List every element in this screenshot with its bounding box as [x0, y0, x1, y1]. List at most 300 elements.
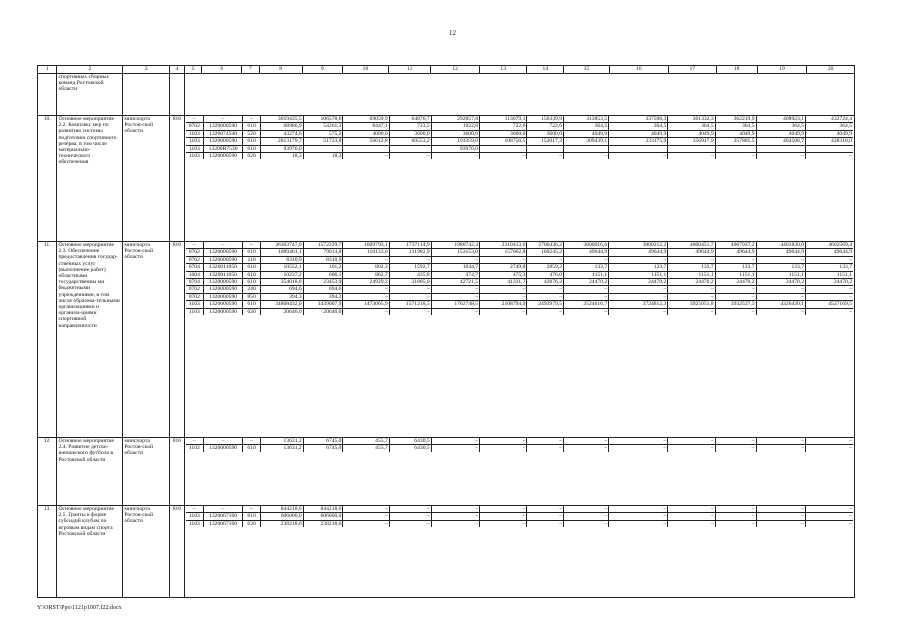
yearly-amount: 24470,2: [756, 278, 805, 285]
yearly-amount: [668, 145, 715, 152]
yearly-amount: –: [431, 445, 479, 452]
yearly-amount: 364,5: [715, 123, 756, 130]
yearly-amount: 51723,8: [303, 138, 343, 145]
table-row: [38, 116, 855, 242]
yearly-amount: –: [609, 256, 668, 263]
yearly-amount: –: [564, 293, 609, 300]
yearly-amount: –: [480, 513, 527, 520]
yearly-amount: 131982,9: [389, 249, 431, 256]
target-article-code: 1320000590: [203, 138, 243, 145]
ministry-code: 816: [169, 116, 184, 242]
financing-lines: [184, 506, 854, 598]
yearly-amount: 4000451,7: [668, 242, 715, 249]
yearly-amount: –: [756, 286, 805, 293]
yearly-amount: 364,5: [756, 123, 805, 130]
yearly-amount: –: [806, 506, 853, 513]
yearly-amount: 4401830,0: [756, 242, 805, 249]
financing-line: [186, 123, 853, 130]
financing-line: [186, 242, 853, 249]
total-amount: 10237,2: [260, 271, 303, 278]
yearly-amount: 356917,9: [668, 138, 715, 145]
executor: минспорта Ростов-ской области: [123, 116, 169, 242]
total-amount: 694,6: [260, 286, 303, 293]
yearly-amount: –: [715, 438, 756, 445]
yearly-amount: 110133,0: [343, 249, 389, 256]
table-row: [38, 506, 855, 598]
yearly-amount: [527, 145, 564, 152]
expense-type-code: 610: [243, 145, 260, 152]
expense-type-code: 520: [243, 130, 260, 137]
yearly-amount: 862,7: [343, 271, 389, 278]
column-number-header: 17: [669, 66, 717, 74]
yearly-amount: 1922,8: [431, 123, 479, 130]
yearly-amount: –: [527, 293, 564, 300]
yearly-amount: –: [609, 506, 668, 513]
yearly-amount: 3600,0: [480, 130, 527, 137]
expense-type-code: 620: [243, 308, 260, 315]
yearly-amount: 474,7: [431, 271, 479, 278]
target-article-code: –: [203, 242, 243, 249]
yearly-amount: 364,5: [806, 123, 853, 130]
ministry-code: [169, 74, 184, 116]
yearly-amount: –: [756, 256, 805, 263]
yearly-amount: –: [480, 308, 527, 315]
total-amount: 238218,6: [260, 520, 303, 527]
column-number-header: 20: [807, 66, 855, 74]
yearly-amount: –: [343, 520, 389, 527]
yearly-amount: 475,3: [480, 271, 527, 278]
executor: минспорта Ростов-ской области: [123, 438, 169, 506]
yearly-amount: 24929,2: [343, 278, 389, 285]
yearly-amount: 106578,6: [303, 116, 343, 123]
yearly-amount: 6430,5: [389, 445, 431, 452]
section-code: –: [186, 116, 203, 123]
section-code: 1004: [186, 271, 203, 278]
yearly-amount: 404508,7: [756, 138, 805, 145]
column-number-header: 11: [389, 66, 431, 74]
target-article-code: –: [203, 506, 243, 513]
yearly-amount: 362219,9: [715, 116, 756, 123]
yearly-amount: 394,3: [303, 293, 343, 300]
total-amount: 394,3: [260, 293, 303, 300]
column-number-header: 10: [342, 66, 388, 74]
yearly-amount: –: [806, 445, 853, 452]
yearly-amount: 2108794,0: [480, 301, 527, 308]
total-amount: 68986,9: [260, 123, 303, 130]
total-amount: 36303747,0: [260, 242, 303, 249]
row-number: 13.: [38, 506, 57, 598]
financing-line: [186, 301, 853, 308]
row-number: 11.: [38, 242, 57, 438]
section-code: 1103: [188, 308, 200, 315]
yearly-amount: 723,5: [389, 123, 431, 130]
financing-line: [186, 445, 853, 452]
yearly-amount: 1151,1: [609, 271, 668, 278]
yearly-amount: –: [527, 438, 564, 445]
yearly-amount: –: [756, 445, 805, 452]
table-row: [38, 438, 855, 506]
yearly-amount: –: [609, 293, 668, 300]
ministry-code: 816: [169, 506, 184, 598]
expense-type-code: 810: [243, 513, 260, 520]
total-amount: 93976,0: [260, 145, 303, 152]
column-number-header: 1: [38, 66, 57, 74]
yearly-amount: 2700436,2: [527, 242, 564, 249]
yearly-amount: 64876,7: [389, 116, 431, 123]
yearly-amount: –: [756, 513, 805, 520]
yearly-amount: 24470,2: [564, 278, 609, 285]
yearly-amount: 1609793,1: [343, 242, 389, 249]
column-number-header: 2: [57, 66, 123, 74]
yearly-amount: 364,5: [609, 123, 668, 130]
yearly-amount: –: [668, 293, 715, 300]
total-amount: 354018,8: [260, 278, 303, 285]
yearly-amount: –: [343, 293, 389, 300]
yearly-amount: –: [389, 520, 431, 527]
row-number: [38, 74, 57, 116]
yearly-amount: 60553,2: [389, 138, 431, 145]
section-code: –: [186, 242, 203, 249]
yearly-amount: –: [668, 506, 715, 513]
yearly-amount: –: [480, 520, 527, 527]
yearly-amount: 18,3: [303, 152, 343, 159]
financing-line: [186, 264, 853, 271]
activity-name: Основное мероприятие 2.5. Гранты в форме субсидий клубам по игровым видам спорта Ростовской области: [57, 506, 123, 598]
yearly-amount: 2859,2: [527, 264, 564, 271]
yearly-amount: 2493979,5: [527, 301, 564, 308]
ministry-code: 816: [169, 438, 184, 506]
total-amount: 606000,0: [260, 513, 303, 520]
yearly-amount: –: [715, 256, 756, 263]
activity-name: спортивных сборных команд Ростовской области: [57, 74, 123, 116]
yearly-amount: –: [564, 438, 609, 445]
target-article-code: 1320000590: [203, 152, 243, 159]
column-number-header: 9: [302, 66, 342, 74]
yearly-amount: 1151,1: [715, 271, 756, 278]
yearly-amount: 4049,9: [715, 130, 756, 137]
yearly-amount: –: [715, 445, 756, 452]
section-code: 1103: [186, 513, 203, 520]
yearly-amount: –: [527, 286, 564, 293]
yearly-amount: –: [564, 445, 609, 452]
yearly-amount: 133,7: [564, 264, 609, 271]
yearly-amount: –: [715, 308, 756, 315]
yearly-amount: 1151,1: [806, 271, 853, 278]
yearly-amount: –: [806, 152, 853, 159]
yearly-amount: –: [431, 513, 479, 520]
column-number-header: 6: [202, 66, 242, 74]
yearly-amount: 2749,8: [480, 264, 527, 271]
financing-lines: [184, 438, 854, 506]
yearly-amount: –: [431, 438, 479, 445]
executor: минспорта Ростов-ской области: [123, 242, 169, 438]
yearly-amount: –: [668, 286, 715, 293]
yearly-amount: 1151,1: [668, 271, 715, 278]
column-number-header: 15: [564, 66, 609, 74]
yearly-amount: 31885,0: [389, 278, 431, 285]
column-number-header: 8: [259, 66, 302, 74]
yearly-amount: 49644,9: [668, 249, 715, 256]
column-number-header: 14: [527, 66, 564, 74]
expense-type-code: 610: [243, 123, 260, 130]
yearly-amount: –: [431, 256, 479, 263]
yearly-amount: 309439,1: [564, 138, 609, 145]
yearly-amount: –: [343, 513, 389, 520]
financing-line: [186, 438, 853, 445]
page-number: 12: [449, 29, 456, 37]
yearly-amount: –: [668, 513, 715, 520]
total-amount: 3019435,5: [260, 116, 303, 123]
section-code: 1102: [188, 445, 200, 452]
yearly-amount: 3925051,8: [668, 301, 715, 308]
column-number-header: 18: [716, 66, 757, 74]
target-article-code: 1320000590: [203, 445, 243, 452]
yearly-amount: 606000,0: [303, 513, 343, 520]
yearly-amount: –: [609, 308, 668, 315]
yearly-amount: 361332,3: [668, 116, 715, 123]
financing-lines: [184, 116, 854, 242]
yearly-amount: –: [715, 293, 756, 300]
section-code: 0702: [186, 249, 203, 256]
yearly-amount: –: [343, 506, 389, 513]
yearly-amount: –: [431, 520, 479, 527]
financing-line: [186, 293, 853, 300]
yearly-amount: 337590,3: [609, 116, 668, 123]
yearly-amount: –: [389, 256, 431, 263]
yearly-amount: –: [564, 256, 609, 263]
yearly-amount: 54261,3: [303, 123, 343, 130]
yearly-amount: –: [806, 513, 853, 520]
yearly-amount: –: [343, 308, 389, 315]
target-article-code: 1320000590: [203, 278, 243, 285]
yearly-amount: –: [480, 438, 527, 445]
yearly-amount: [303, 145, 343, 152]
yearly-amount: 157062,8: [480, 249, 527, 256]
yearly-amount: 4049,9: [756, 130, 805, 137]
yearly-amount: 133,7: [806, 264, 853, 271]
yearly-amount: –: [564, 506, 609, 513]
yearly-amount: 3600,0: [431, 130, 479, 137]
yearly-amount: 152017,3: [527, 138, 564, 145]
yearly-amount: 3600,0: [389, 130, 431, 137]
yearly-amount: 108756,5: [480, 138, 527, 145]
yearly-amount: 4049,9: [564, 130, 609, 137]
yearly-amount: –: [756, 506, 805, 513]
yearly-amount: –: [564, 286, 609, 293]
yearly-amount: 133,7: [609, 264, 668, 271]
yearly-amount: 1980742,4: [431, 242, 479, 249]
yearly-amount: 455,7: [343, 438, 389, 445]
yearly-amount: –: [668, 308, 715, 315]
column-number-header: 19: [757, 66, 807, 74]
yearly-amount: 4602569,4: [806, 242, 853, 249]
yearly-amount: 4326430,1: [756, 301, 805, 308]
financing-line: [186, 278, 853, 285]
yearly-amount: –: [715, 520, 756, 527]
yearly-amount: 49644,9: [715, 249, 756, 256]
yearly-amount: –: [564, 152, 609, 159]
expense-type-code: 630: [243, 520, 260, 527]
yearly-amount: 6745,0: [303, 445, 343, 452]
financing-line: [186, 286, 853, 293]
total-amount: 34808432,0: [260, 301, 303, 308]
yearly-amount: 156339,9: [527, 116, 564, 123]
yearly-amount: [609, 145, 668, 152]
column-number-header: 3: [123, 66, 169, 74]
yearly-amount: [756, 145, 805, 152]
target-article-code: 1320000590: [203, 293, 243, 300]
section-code: 1103: [186, 130, 203, 137]
yearly-amount: 432724,4: [806, 116, 853, 123]
yearly-amount: 3932537,3: [715, 301, 756, 308]
financing-lines: [184, 74, 854, 116]
yearly-amount: –: [431, 308, 479, 315]
total-amount: 20646,0: [260, 308, 303, 315]
total-amount: 844218,6: [260, 506, 303, 513]
expense-type-code: 610: [243, 264, 260, 271]
yearly-amount: [389, 145, 431, 152]
column-number-header: 7: [242, 66, 259, 74]
yearly-amount: –: [480, 286, 527, 293]
yearly-amount: –: [343, 256, 389, 263]
yearly-amount: –: [609, 286, 668, 293]
financing-line: [186, 513, 853, 520]
yearly-amount: –: [756, 520, 805, 527]
yearly-amount: 357805,5: [715, 138, 756, 145]
yearly-amount: –: [564, 513, 609, 520]
yearly-amount: 802,3: [343, 264, 389, 271]
yearly-amount: 79014,8: [303, 249, 343, 256]
yearly-amount: 4527169,5: [806, 301, 853, 308]
yearly-amount: –: [343, 152, 389, 159]
yearly-amount: –: [480, 152, 527, 159]
expense-type-code: 610: [243, 249, 260, 256]
yearly-amount: [715, 145, 756, 152]
yearly-amount: 56612,8: [343, 138, 389, 145]
budget-table: [37, 65, 855, 598]
yearly-amount: 364,5: [668, 123, 715, 130]
yearly-amount: –: [756, 438, 805, 445]
yearly-amount: 113079,1: [480, 116, 527, 123]
yearly-amount: 93976,0: [431, 145, 479, 152]
expense-type-code: 850: [243, 293, 260, 300]
target-article-code: 1320067100: [203, 513, 243, 520]
financing-line: [186, 256, 853, 263]
yearly-amount: –: [431, 506, 479, 513]
expense-type-code: 610: [243, 278, 260, 285]
yearly-amount: [480, 145, 527, 152]
yearly-amount: 49644,9: [806, 249, 853, 256]
yearly-amount: –: [609, 438, 668, 445]
yearly-amount: 160245,2: [527, 249, 564, 256]
expense-type-code: 240: [243, 286, 260, 293]
yearly-amount: 20646,0: [303, 308, 343, 315]
yearly-amount: 4049,9: [609, 130, 668, 137]
yearly-amount: –: [480, 445, 527, 452]
section-code: 1103: [186, 145, 203, 152]
yearly-amount: 364,5: [564, 123, 609, 130]
target-article-code: 1320067100: [203, 520, 243, 527]
yearly-amount: 722,6: [527, 123, 564, 130]
yearly-amount: –: [480, 256, 527, 263]
yearly-amount: –: [480, 506, 527, 513]
target-article-code: –: [203, 116, 243, 123]
yearly-amount: 153153,0: [431, 249, 479, 256]
yearly-amount: 606,1: [303, 271, 343, 278]
yearly-amount: –: [756, 293, 805, 300]
yearly-amount: 3600,0: [527, 130, 564, 137]
yearly-amount: –: [806, 520, 853, 527]
yearly-amount: –: [715, 513, 756, 520]
yearly-amount: 4049,9: [668, 130, 715, 137]
yearly-amount: 313853,5: [564, 116, 609, 123]
expense-type-code: 610: [243, 301, 260, 308]
yearly-amount: 292857,8: [431, 116, 479, 123]
yearly-amount: 133,7: [756, 264, 805, 271]
yearly-amount: –: [527, 152, 564, 159]
expense-type-code: –: [243, 116, 260, 123]
target-article-code: 13200R7530: [203, 145, 243, 152]
yearly-amount: –: [806, 438, 853, 445]
yearly-amount: 133,7: [715, 264, 756, 271]
yearly-amount: –: [756, 308, 805, 315]
section-code: 1103: [186, 138, 203, 145]
ministry-code: 816: [169, 242, 184, 438]
section-code: 0702: [186, 123, 203, 130]
yearly-amount: 575,2: [303, 130, 343, 137]
yearly-amount: 1737114,9: [389, 242, 431, 249]
yearly-amount: 24470,2: [609, 278, 668, 285]
column-number-header: 4: [169, 66, 184, 74]
row-number: 10.: [38, 116, 57, 242]
yearly-amount: 24470,2: [668, 278, 715, 285]
yearly-amount: 193359,0: [431, 138, 479, 145]
yearly-amount: 1592,7: [389, 264, 431, 271]
total-amount: 13631,2: [260, 445, 303, 452]
yearly-amount: –: [527, 520, 564, 527]
column-number-header: 5: [184, 66, 201, 74]
yearly-amount: –: [389, 513, 431, 520]
yearly-amount: [564, 145, 609, 152]
activity-name: Основное мероприятие 2.3. Обеспечение предоставления государ-ственных услуг (выполнение работ) областными государственны ми бюджетными учреждениями, в том числе образова-тельными организациями и организа-циями спортивной направленности: [57, 242, 123, 438]
yearly-amount: –: [715, 286, 756, 293]
yearly-amount: [806, 145, 853, 152]
yearly-amount: –: [431, 152, 479, 159]
yearly-amount: 428310,0: [806, 138, 853, 145]
yearly-amount: 1762748,5: [431, 301, 479, 308]
total-amount: 10552,1: [260, 264, 303, 271]
yearly-amount: 4000,0: [343, 130, 389, 137]
expense-type-code: 610: [243, 445, 260, 452]
yearly-amount: 722,6: [480, 123, 527, 130]
yearly-amount: 408923,1: [756, 116, 805, 123]
column-number-header: 16: [609, 66, 668, 74]
financing-line: [186, 145, 853, 152]
yearly-amount: [343, 145, 389, 152]
executor: [123, 74, 169, 116]
target-article-code: 1320074540: [203, 130, 243, 137]
yearly-amount: 133,7: [668, 264, 715, 271]
expense-type-code: –: [243, 506, 260, 513]
section-code: 0704: [186, 264, 203, 271]
yearly-amount: 24470,2: [806, 278, 853, 285]
yearly-amount: 435,8: [389, 271, 431, 278]
yearly-amount: –: [715, 152, 756, 159]
activity-name: Основное мероприятие 2.4. Развитие детско-юношеского футбола в Ростовской области: [57, 438, 123, 506]
yearly-amount: 455,7: [343, 445, 389, 452]
yearly-amount: 333175,9: [609, 138, 668, 145]
total-amount: 18,3: [260, 152, 303, 159]
